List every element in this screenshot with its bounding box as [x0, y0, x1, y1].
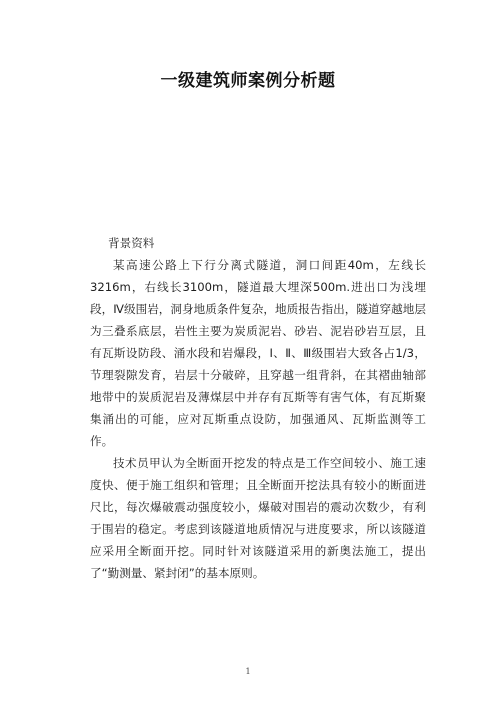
section-heading: 背景资料 — [108, 236, 155, 250]
paragraph-background: 某高速公路上下行分离式隧道，洞口间距40m，左线长3216m，右线长3100m，隧道最大埋深500m.进出口为浅埋段，Ⅳ级围岩，洞身地质条件复杂，地质报告指出，隧道穿越地层为三叠系底层，岩性主要为炭质泥岩、砂岩、泥岩砂岩互层，且有瓦斯设防段、涌水段和岩爆段，Ⅰ、Ⅱ、Ⅲ级围岩大致各占1/3，节理裂隙发育，岩层十分破碎，且穿越一组背斜，在其褶曲轴部地带中的炭质泥岩及薄煤层中并存有瓦斯等有害气体，有瓦斯聚集涌出的可能，应对瓦斯重点设防，加强通风、瓦斯监测等工作。 — [90, 258, 426, 448]
page-number: 1 — [245, 667, 251, 676]
document-body — [90, 232, 426, 584]
document-title: 一级建筑师案例分析题 — [160, 71, 336, 91]
paragraph-technician-opinion: 技术员甲认为全断面开挖发的特点是工作空间较小、施工速度快、便于施工组织和管理；且全断面开挖法具有较小的断面进尺比，每次爆破震动强度较小，爆破对围岩的震动次数少，有利于围岩的稳定。考虑到该隧道地质情况与进度要求，所以该隧道应采用全断面开挖。同时针对该隧道采用的新奥法施工，提出了“勤测量、紧封闭”的基本原则。 — [90, 456, 426, 580]
